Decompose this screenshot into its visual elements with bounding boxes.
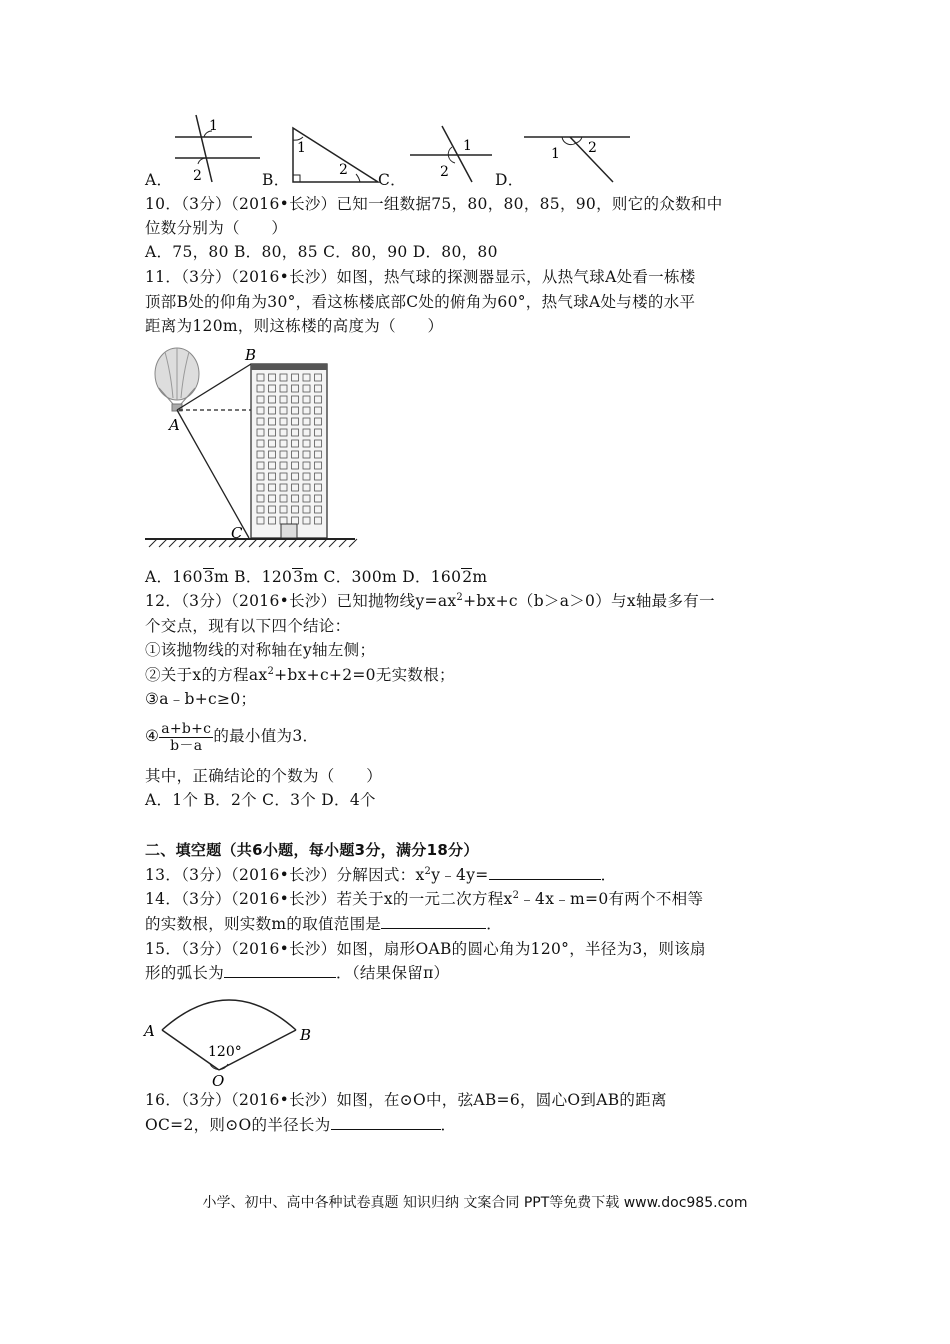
figure-b (293, 128, 378, 182)
fig-c-label-2: 2 (440, 164, 449, 180)
ground-hatch (279, 539, 287, 547)
label-b: B (245, 346, 257, 364)
angle-label: 120° (208, 1044, 242, 1060)
label-b: B (300, 1026, 312, 1044)
fig-d-label-2: 2 (588, 140, 597, 156)
q9-option-c: C． (378, 171, 406, 189)
ground-hatch (289, 539, 297, 547)
label-a: A (144, 1022, 155, 1040)
fig-a-label-1: 1 (209, 118, 218, 134)
answer-blank (489, 865, 601, 880)
figure-d (524, 137, 630, 182)
q12-conclusion-3: ③a﹣b+c≥0； (145, 690, 257, 708)
q11-options: A．1603m B．1203m C．300m D．1602m (145, 568, 488, 586)
ground-hatch (149, 539, 157, 547)
q11-line-1: 11．（3分）（2016•长沙）如图，热气球的探测器显示，从热气球A处看一栋楼 (145, 268, 696, 286)
q12-conclusion-4: ④ $\frac{a+b+c}{b-a}$ 的最小值为3． (145, 720, 319, 754)
ground-hatch (209, 539, 217, 547)
q12-line-2: 个交点，现有以下四个结论： (145, 617, 351, 635)
q10-line-1: 10．（3分）（2016•长沙）已知一组数据75，80，80，85，90，则它的众数和中 (145, 195, 723, 213)
q11-line-2: 顶部B处的仰角为30°，看这栋楼底部C处的俯角为60°，热气球A处与楼的水平 (145, 293, 696, 311)
answer-blank (331, 1115, 441, 1130)
label-o: O (212, 1072, 225, 1090)
q9-option-a: A． (145, 171, 173, 189)
label-a: A (169, 416, 180, 434)
ground-hatch (249, 539, 257, 547)
ground-hatch (179, 539, 187, 547)
q14-line-2: 的实数根，则实数m的取值范围是 ． (145, 915, 503, 933)
q14-line-1: 14．（3分）（2016•长沙）若关于x的一元二次方程$x^2﹣4x﹣m=0$有两个不相等 (145, 889, 704, 908)
building (251, 364, 327, 538)
ground-hatch (309, 539, 317, 547)
page-footer: 小学、初中、高中各种试卷真题 知识归纳 文案合同 PPT等免费下载 www.doc985.com (202, 1195, 748, 1211)
q9-figures (0, 0, 950, 190)
q11-balloon-figure (143, 342, 363, 554)
q12-ask: 其中，正确结论的个数为（ ） (145, 767, 383, 785)
ground-hatch (319, 539, 327, 547)
fig-a-label-2: 2 (193, 168, 202, 184)
hot-air-balloon (155, 348, 199, 411)
ground-hatch (189, 539, 197, 547)
q15-line-2: 形的弧长为 ．（结果保留π） (145, 964, 450, 982)
figure-a (175, 115, 260, 184)
ground-hatch (169, 539, 177, 547)
q16-line-1: 16．（3分）（2016•长沙）如图，在⊙O中，弦AB=6，圆心O到AB的距离 (145, 1091, 667, 1109)
q10-options: A．75，80 B．80，85 C．80，90 D．80，80 (145, 243, 498, 261)
q15-line-1: 15．（3分）（2016•长沙）如图，扇形OAB的圆心角为120°，半径为3，则该扇 (145, 940, 706, 958)
ground-hatch (329, 539, 337, 547)
q10-line-2: 位数分别为（ ） (145, 219, 288, 237)
q15-sector-figure (140, 990, 320, 1090)
q11-line-3: 距离为120m，则这栋楼的高度为（ ） (145, 317, 444, 335)
ground-hatch (299, 539, 307, 547)
fig-c-label-1: 1 (463, 138, 472, 154)
ground-hatch (349, 539, 357, 547)
ground-hatch (159, 539, 167, 547)
answer-blank (224, 963, 336, 978)
fraction: $\frac{a+b+c}{b-a}$ (161, 720, 212, 754)
ground-hatch (269, 539, 277, 547)
q12-conclusion-1: ①该抛物线的对称轴在y轴左侧； (145, 641, 376, 659)
fig-b-label-1: 1 (297, 140, 306, 156)
q12-conclusion-2: ②关于x的方程$ax^2+bx+c+2=0$无实数根； (145, 665, 455, 684)
q13: 13．（3分）（2016•长沙）分解因式：$x^2y﹣4y=$ ． (145, 865, 617, 884)
figure-c (410, 126, 492, 182)
fig-b-label-2: 2 (339, 162, 348, 178)
fig-d-label-1: 1 (551, 146, 560, 162)
answer-blank (381, 914, 486, 929)
ground-hatch (199, 539, 207, 547)
ground-hatch (219, 539, 227, 547)
q12-options: A．1个 B．2个 C．3个 D．4个 (145, 791, 376, 809)
q9-option-d: D． (495, 171, 524, 189)
section-2-heading: 二、填空题（共6小题，每小题3分，满分18分） (145, 841, 479, 859)
q9-option-b: B． (262, 171, 290, 189)
label-c: C (231, 524, 243, 542)
q12-line-1: 12．（3分）（2016•长沙）已知抛物线$y=ax^2+bx+c(b>a>0)$与x轴最多有一 (145, 591, 715, 610)
ground-hatch (259, 539, 267, 547)
q16-line-2: OC=2，则⊙O的半径长为 ． (145, 1116, 457, 1134)
ground-hatch (339, 539, 347, 547)
